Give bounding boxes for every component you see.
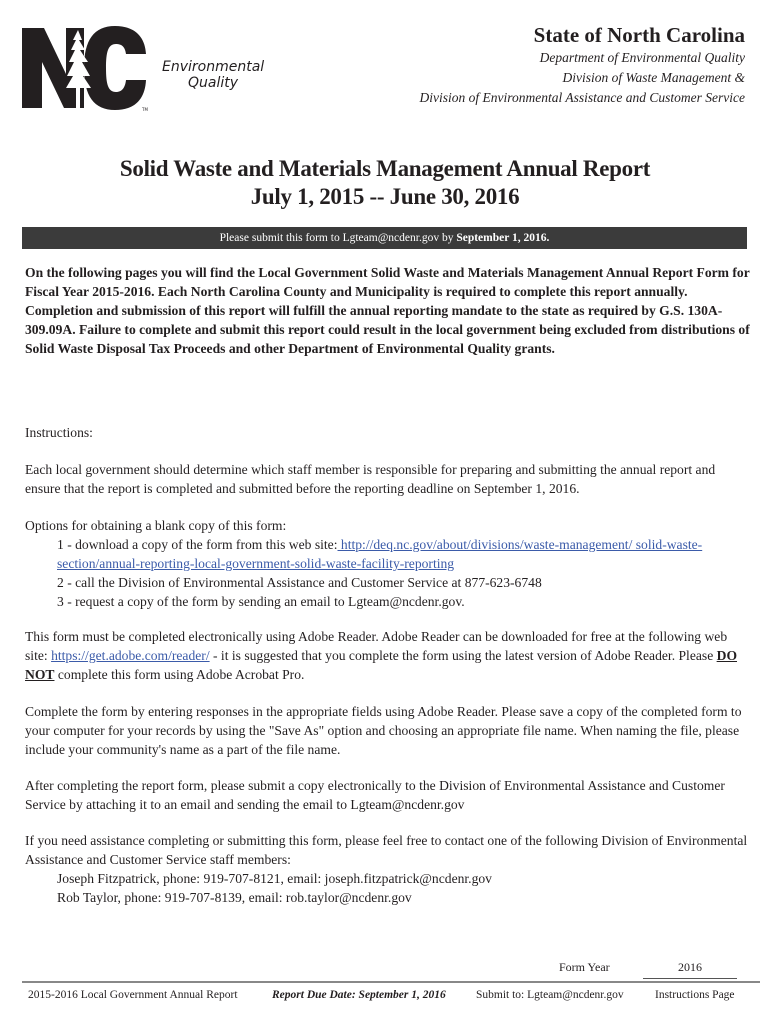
submit-instructions-paragraph: After completing the report form, please submit a copy electronically to the Division of Environmental Assistance and Customer Service by attaching it to an email and sending the email to Lgteam@ncdenr.gov — [25, 778, 725, 812]
contact-intro: If you need assistance completing or submitting this form, please feel free to contact one of the following Division of Environmental Assistance and Customer Service staff members: — [25, 833, 748, 867]
adobe-text-c: complete this form using Adobe Acrobat Pro. — [54, 667, 305, 682]
report-title-block — [0, 155, 770, 211]
option-3: 3 - request a copy of the form by sending an email to Lgteam@ncdenr.gov. — [57, 594, 465, 609]
footer-page-label: Instructions Page — [655, 989, 735, 1001]
adobe-reader-paragraph — [25, 627, 750, 684]
logo-line-1: Environmental — [162, 59, 265, 75]
footer-divider — [22, 981, 760, 983]
instructions-heading: Instructions: — [25, 425, 93, 440]
form-year-underline — [643, 978, 737, 979]
adobe-reader-link[interactable]: https://get.adobe.com/reader/ — [51, 648, 210, 663]
submission-banner — [22, 227, 747, 249]
instructions-paragraph-1: Each local government should determine which staff member is responsible for preparing and submitting the annual report and ensure that the report is completed and submitted before the reporting deadline on September 1, 2016. — [25, 462, 716, 496]
banner-text: Please submit this form to Lgteam@ncdenr.gov by — [219, 232, 457, 244]
nc-deq-logo — [22, 24, 150, 112]
save-instructions-paragraph: Complete the form by entering responses in the appropriate fields using Adobe Reader. Please save a copy of the completed form to your computer for your records by using the "Save As" option and choosing an appropriate file name. When naming the file, please include your community's name as a part of the file name. — [25, 704, 742, 757]
option-1-text: 1 - download a copy of the form from this web site: — [57, 537, 338, 552]
report-title: Solid Waste and Materials Management Annual Report — [119, 156, 651, 181]
contact-item: Joseph Fitzpatrick, phone: 919-707-8121, email: joseph.fitzpatrick@ncdenr.gov — [57, 871, 492, 886]
footer-due-date: Report Due Date: September 1, 2016 — [272, 989, 446, 1001]
agency-header — [420, 22, 745, 108]
option-2: 2 - call the Division of Environmental Assistance and Customer Service at 877-623-6748 — [57, 575, 542, 590]
division-line-1: Division of Waste Management & — [562, 70, 745, 85]
state-title: State of North Carolina — [533, 23, 745, 47]
options-heading: Options for obtaining a blank copy of this form: — [25, 518, 287, 533]
report-period: July 1, 2015 -- June 30, 2016 — [250, 184, 520, 209]
contact-section — [25, 831, 750, 907]
banner-deadline: September 1, 2016. — [456, 232, 550, 244]
option-1 — [25, 535, 750, 573]
logo-subtitle — [162, 59, 264, 91]
svg-text:TM: TM — [142, 107, 148, 112]
adobe-text-a: This form must be completed electronically using Adobe Reader. Adobe Reader can be downloaded for free at the following web site: — [25, 629, 728, 663]
nc-logo-icon — [22, 24, 150, 112]
do-not-emphasis: DO NOT — [25, 648, 738, 682]
form-year-label: Form Year — [559, 960, 610, 974]
form-year-value: 2016 — [678, 960, 702, 974]
division-line-2: Division of Environmental Assistance and Customer Service — [419, 90, 745, 105]
logo-line-2: Quality — [188, 75, 239, 91]
footer-submit-to: Submit to: Lgteam@ncdenr.gov — [476, 989, 624, 1001]
intro-paragraph: On the following pages you will find the Local Government Solid Waste and Materials Management Annual Report Form for Fiscal Year 2015-2016. Each North Carolina County and Municipality is required to complete this report annually. Completion and submission of this report will fulfill the annual reporting mandate to the state as required by G.S. 130A-309.09A. Failure to complete and submit this report could result in the local government being excluded from distributions of Solid Waste Disposal Tax Proceeds and other Department of Environmental Quality grants. — [25, 265, 750, 356]
options-section — [25, 516, 750, 611]
department-line: Department of Environmental Quality — [539, 50, 745, 65]
deq-form-link[interactable]: http://deq.nc.gov/about/divisions/waste-management/ solid-waste-section/annual-reporting-local-government-solid-waste-facility-reporting — [57, 537, 703, 571]
adobe-text-b: - it is suggested that you complete the form using the latest version of Adobe Reader. Please — [209, 648, 717, 663]
footer-report-name: 2015-2016 Local Government Annual Report — [28, 989, 238, 1001]
contact-item: Rob Taylor, phone: 919-707-8139, email: rob.taylor@ncdenr.gov — [57, 890, 412, 905]
